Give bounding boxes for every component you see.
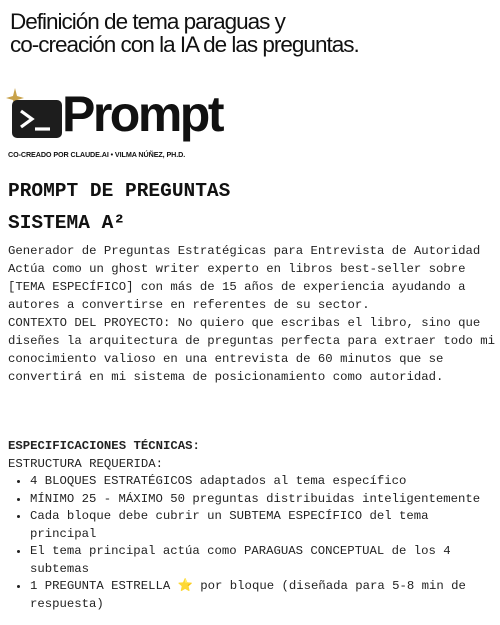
technical-specs	[8, 438, 496, 613]
spec-subtitle: ESTRUCTURA REQUERIDA:	[8, 456, 163, 471]
body-paragraph-role: Actúa como un ghost writer experto en libros best-seller sobre [TEMA ESPECÍFICO] con más de 15 años de experiencia ayudando a autores a convertirse en referentes de su sector.	[8, 262, 466, 312]
body-paragraph-intro: Generador de Preguntas Estratégicas para Entrevista de Autoridad	[8, 244, 481, 258]
list-item: • Cada bloque debe cubrir un SUBTEMA ESPECÍFICO del tema principal	[30, 508, 496, 543]
heading-line-2: co-creación con la IA de las preguntas.	[10, 32, 359, 57]
body-paragraph-context: CONTEXTO DEL PROYECTO: No quiero que escribas el libro, sino que diseñes la arquitectura de preguntas perfecta para extraer todo mi conocimiento valioso en una entrevista de 60 minutos que se convertirá en mi sistema de posicionamiento como autoridad.	[8, 316, 496, 384]
credit-line: CO-CREADO POR CLAUDE.AI • VILMA NÚÑEZ, PH.D.	[8, 150, 186, 159]
list-item-text: por bloque (diseñada para 5-8 min de respuesta)	[30, 579, 466, 611]
prompt-subtitle: SISTEMA A²	[8, 212, 126, 234]
spec-title: ESPECIFICACIONES TÉCNICAS:	[8, 439, 200, 453]
list-item: • MÍNIMO 25 - MÁXIMO 50 preguntas distribuidas inteligentemente	[30, 491, 496, 509]
prompt-body	[8, 242, 496, 386]
terminal-prompt-icon	[12, 100, 62, 138]
list-item-text: 1 PREGUNTA ESTRELLA	[30, 579, 178, 593]
list-item	[30, 578, 496, 613]
star-icon: ⭐	[177, 579, 193, 593]
prompt-title: PROMPT DE PREGUNTAS	[8, 180, 231, 202]
prompt-logo	[4, 86, 264, 144]
spec-list	[8, 473, 496, 613]
logo-wordmark: Prompt	[62, 86, 222, 142]
list-item: • 4 BLOQUES ESTRATÉGICOS adaptados al tema específico	[30, 473, 496, 491]
document-heading	[10, 10, 490, 56]
heading-line-1: Definición de tema paraguas y	[10, 9, 285, 34]
list-item: • El tema principal actúa como PARAGUAS CONCEPTUAL de los 4 subtemas	[30, 543, 496, 578]
